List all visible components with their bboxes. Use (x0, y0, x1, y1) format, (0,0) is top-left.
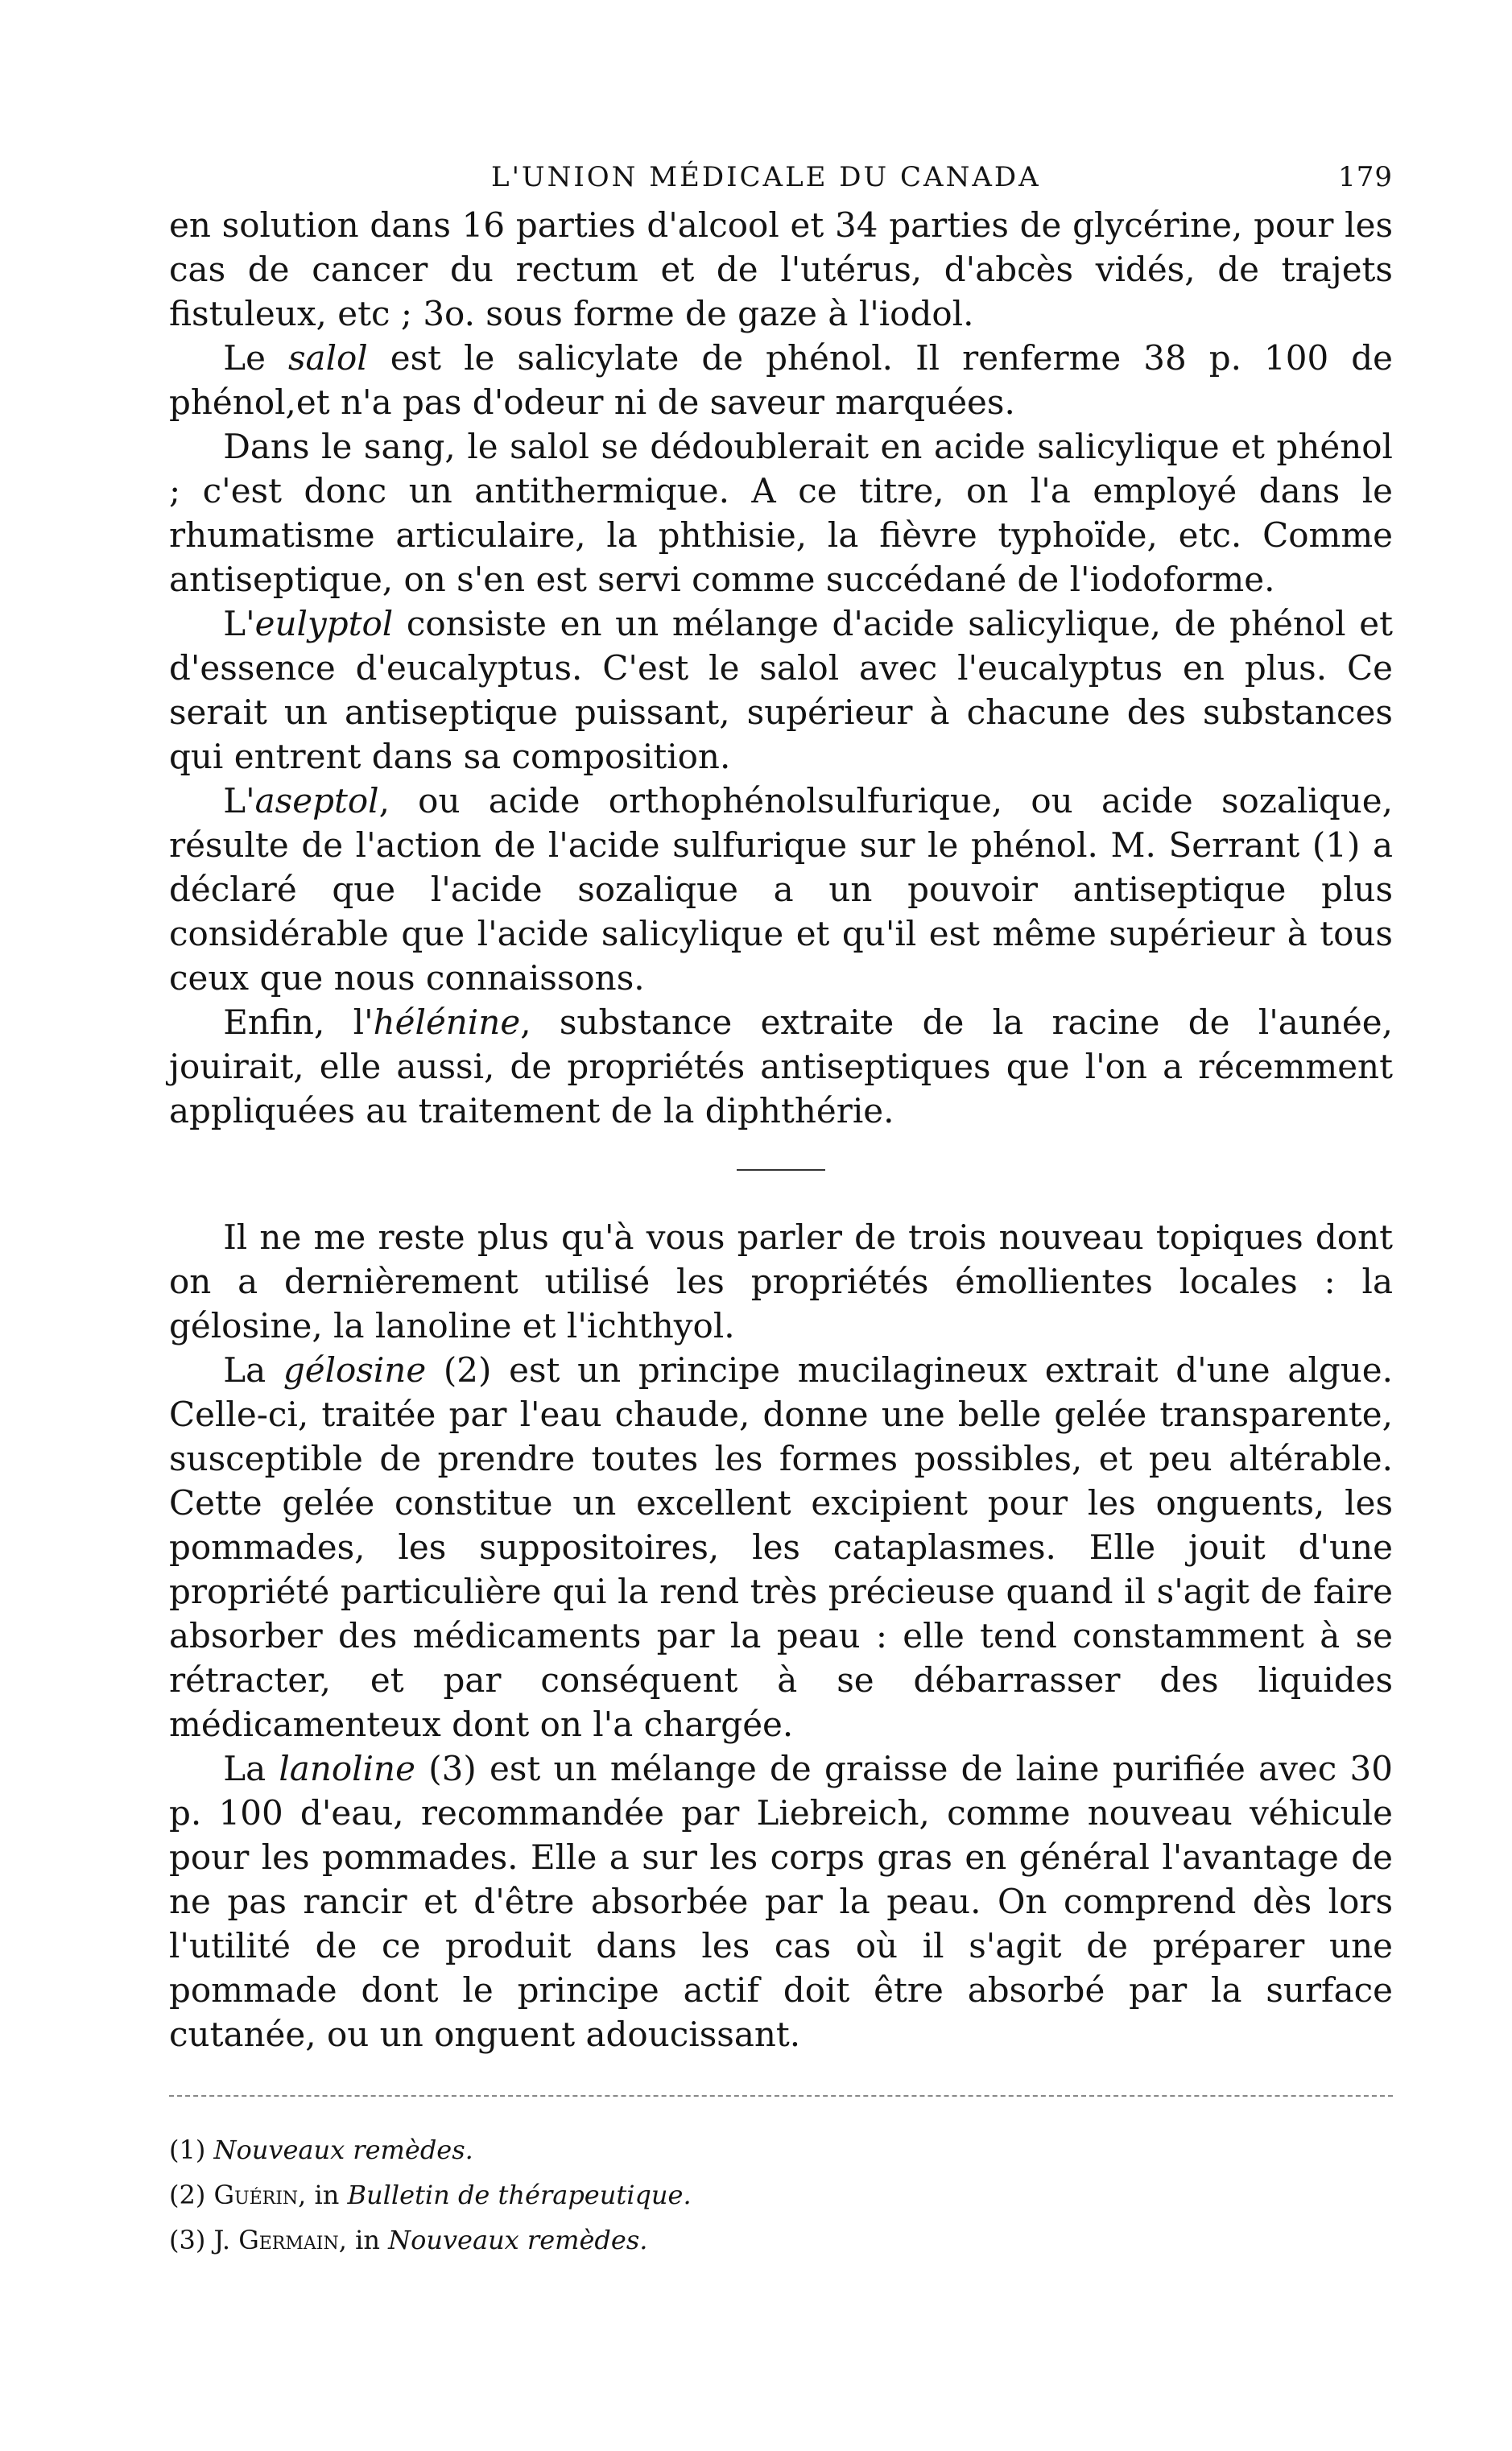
page-number: 179 (1338, 161, 1393, 193)
footnotes (169, 2127, 1393, 2263)
paragraph: Il ne me reste plus qu'à vous parler de trois nouveau topiques dont on a dernièrement utilisé les propriétés émollientes locales : la gélosine, la lanoline et l'ichthyol. (169, 1217, 1393, 1345)
term-salol: salol (287, 338, 368, 378)
body-text-upper (169, 203, 1393, 1133)
footnote: (2) Guérin, in Bulletin de thérapeutique. (169, 2180, 692, 2210)
section-divider (737, 1169, 825, 1171)
paragraph: La gélosine (2) est un principe mucilagineux extrait d'une algue. Celle-ci, traitée par l'eau chaude, donne une belle gelée transparente, susceptible de prendre toutes les formes possibles, et peu altérable. Cette gelée constitue un excellent excipient pour les onguents, les pommades, les suppositoires, les cataplasmes. Elle jouit d'une propriété particulière qui la rend très précieuse quand il s'agit de faire absorber des médicaments par la peau : elle tend constamment à se rétracter, et par conséquent à se débarrasser des liquides médicamenteux dont on l'a chargée. (169, 1350, 1393, 1744)
paragraph: Enfin, l'hélénine, substance extraite de la racine de l'aunée, jouirait, elle aussi, de propriétés antiseptiques que l'on a récemment appliquées au traitement de la diphthérie. (169, 1002, 1393, 1130)
footnote-divider (169, 2095, 1393, 2097)
paragraph: Dans le sang, le salol se dédoublerait en acide salicylique et phénol ; c'est donc un antithermique. A ce titre, on l'a employé dans le rhumatisme articulaire, la phthisie, la fièvre typhoïde, etc. Comme antiseptique, on s'en est servi comme succédané de l'iodoforme. (169, 427, 1393, 599)
footnote: (1) Nouveaux remèdes. (169, 2135, 473, 2165)
paragraph: L'aseptol, ou acide orthophénolsulfurique, ou acide sozalique, résulte de l'action de l'acide sulfurique sur le phénol. M. Serrant (1) a déclaré que l'acide sozalique a un pouvoir antiseptique plus considérable que l'acide salicylique et qu'il est même supérieur à tous ceux que nous connaissons. (169, 781, 1393, 998)
paragraph: Le salol est le salicylate de phénol. Il renferme 38 p. 100 de phénol,et n'a pas d'odeur ni de saveur marquées. (169, 338, 1393, 422)
footnote: (3) J. Germain, in Nouveaux remèdes. (169, 2225, 648, 2255)
term-gelosine: gélosine (283, 1350, 427, 1390)
page (169, 161, 1393, 2263)
journal-title: L'UNION MÉDICALE DU CANADA (491, 161, 1041, 193)
paragraph: en solution dans 16 parties d'alcool et 34 parties de glycérine, pour les cas de cancer du rectum et de l'utérus, d'abcès vidés, de trajets fistuleux, etc ; 3o. sous forme de gaze à l'iodol. (169, 205, 1393, 333)
term-aseptol: aseptol (254, 781, 379, 820)
term-eulyptol: eulyptol (254, 604, 394, 643)
term-helenine: hélénine (373, 1002, 521, 1042)
paragraph: La lanoline (3) est un mélange de graisse de laine purifiée avec 30 p. 100 d'eau, recommandée par Liebreich, comme nouveau véhicule pour les pommades. Elle a sur les corps gras en général l'avantage de ne pas rancir et d'être absorbée par la peau. On comprend dès lors l'utilité de ce produit dans les cas où il s'agit de préparer une pommade dont le principe actif doit être absorbé par la surface cutanée, ou un onguent adoucissant. (169, 1749, 1393, 2054)
term-lanoline: lanoline (279, 1749, 415, 1788)
paragraph: L'eulyptol consiste en un mélange d'acide salicylique, de phénol et d'essence d'eucalyptus. C'est le salol avec l'eucalyptus en plus. Ce serait un antiseptique puissant, supérieur à chacune des substances qui entrent dans sa composition. (169, 604, 1393, 776)
body-text-lower (169, 1215, 1393, 2056)
running-head (169, 161, 1393, 203)
